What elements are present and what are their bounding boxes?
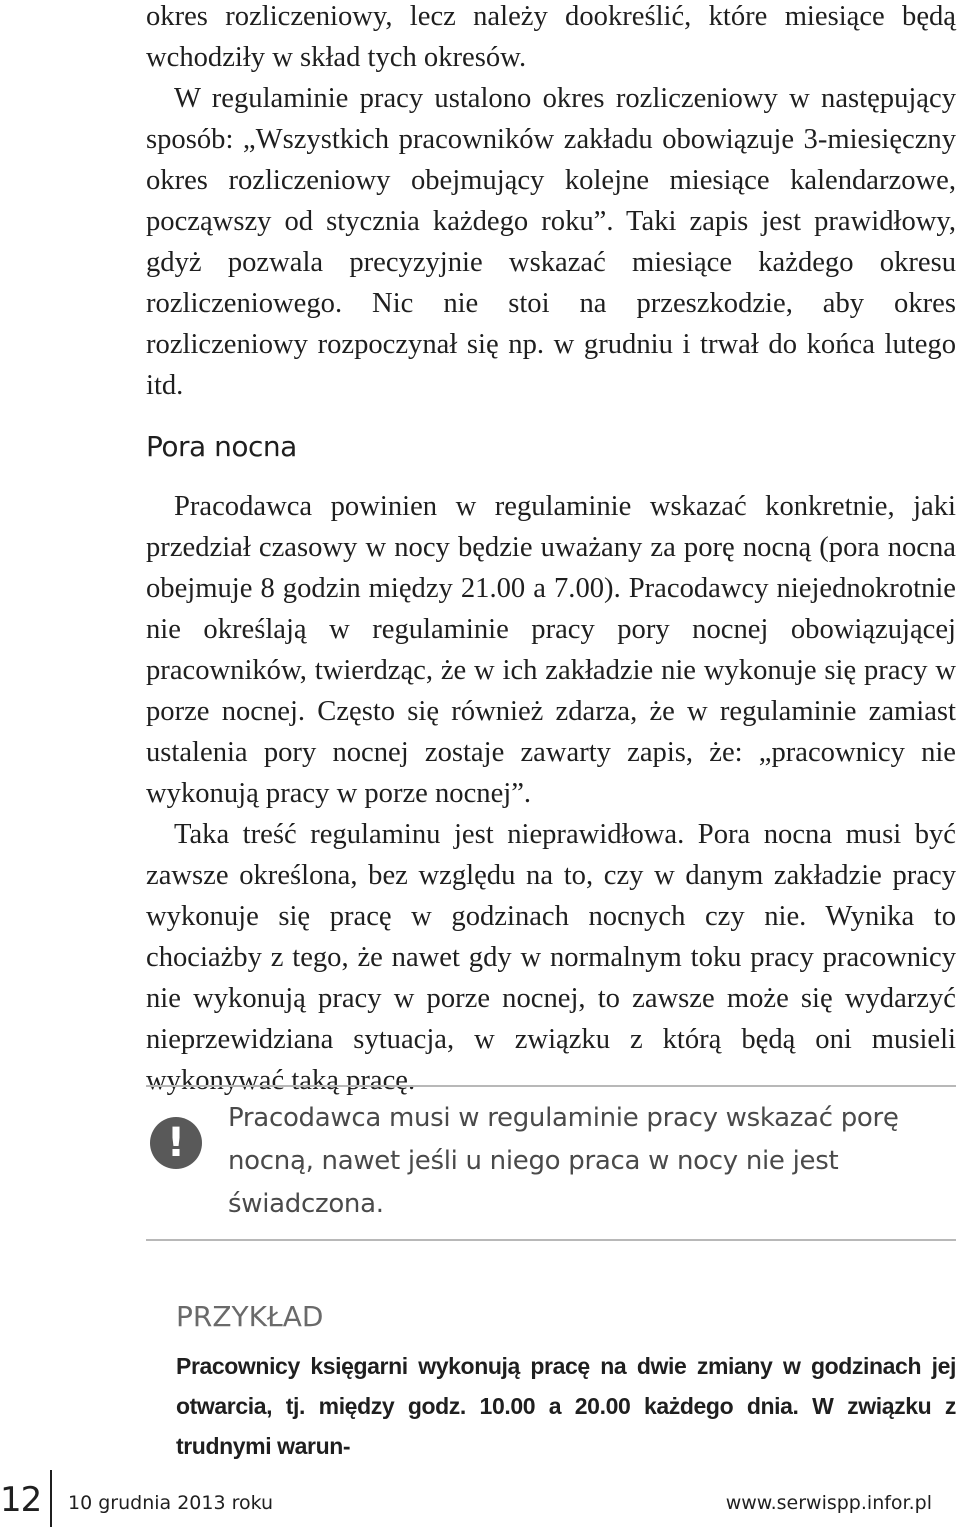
footer-date: 10 grudnia 2013 roku	[68, 1492, 274, 1514]
section-heading: Pora nocna	[146, 430, 297, 463]
body-paragraph: Pracodawca powinien w regulaminie wskazać konkretnie, jaki przedział czasowy w nocy będzie uważany za porę nocną (pora nocna obejmuje 8 godzin między 21.00 a 7.00). Pracodawcy niejednokrotnie nie określają w regulaminie pracy pory nocnej obowiązującej pracowników, twierdząc, że w ich zakładzie nie wykonuje się pracy w porze nocnej. Często się również zdarza, że w regulaminie zamiast ustalenia pory nocnej zostaje zawarty zapis, że: „pracownicy nie wykonują pracy w porze nocnej”.	[146, 491, 956, 809]
page-body	[146, 0, 956, 1101]
important-callout	[146, 1085, 956, 1241]
callout-text: Pracodawca musi w regulaminie pracy wskazać porę nocną, nawet jeśli u niego praca w nocy nie jest świadczona.	[228, 1103, 899, 1219]
example-text: Pracownicy księgarni wykonują pracę na dwie zmiany w godzinach jej otwarcia, tj. między godz. 10.00 a 20.00 każdego dnia. W związku z trudnymi warun-	[176, 1353, 956, 1459]
body-paragraph: W regulaminie pracy ustalono okres rozliczeniowy w następujący sposób: „Wszystkich pracowników zakładu obowiązuje 3-miesięczny okres rozliczeniowy obejmujący kolejne miesiące kalendarzowe, począwszy od stycznia każdego roku”. Taki zapis jest prawidłowy, gdyż pozwala precyzyjnie wskazać miesiące każdego okresu rozliczeniowego. Nic nie stoi na przeszkodzie, aby okres rozliczeniowy rozpoczynał się np. w grudniu i trwał do końca lutego itd.	[146, 83, 956, 401]
footer-url[interactable]: www.serwispp.infor.pl	[725, 1492, 932, 1514]
body-paragraph: Taka treść regulaminu jest nieprawidłowa. Pora nocna musi być zawsze określona, bez względu na to, czy w danym zakładzie pracy wykonuje się pracę w godzinach nocnych czy nie. Wynika to chociażby z tego, że nawet gdy w normalnym toku pracy pracownicy nie wykonują pracy w porze nocnej, to zawsze może się wydarzyć nieprzewidziana sytuacja, w związku z którą będą oni musieli wykonywać taką pracę.	[146, 819, 956, 1096]
body-paragraph: okres rozliczeniowy, lecz należy dookreślić, które miesiące będą wchodziły w skład tych okresów.	[146, 1, 956, 73]
example-label: PRZYKŁAD	[176, 1300, 324, 1333]
footer-divider	[50, 1470, 52, 1527]
page-footer	[0, 1470, 960, 1527]
page-number: 12	[0, 1480, 42, 1520]
exclamation-icon: !	[150, 1117, 202, 1169]
